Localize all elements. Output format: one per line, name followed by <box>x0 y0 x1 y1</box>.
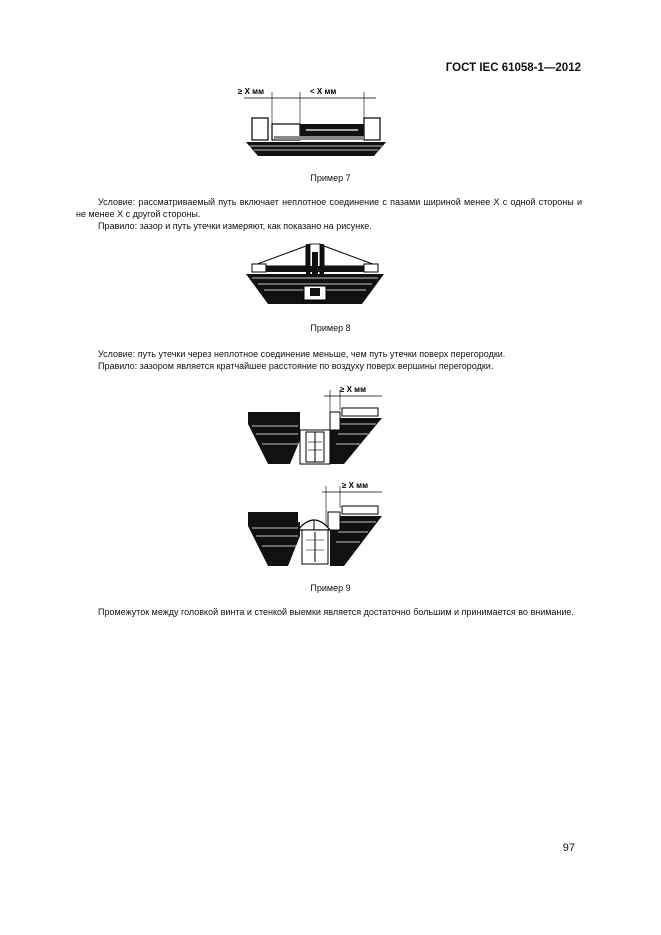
example-9-text <box>76 606 582 618</box>
document-header: ГОСТ IEC 61058-1—2012 <box>445 62 581 74</box>
figure-example-7 <box>236 84 396 160</box>
caption-example-9: Пример 9 <box>310 583 351 593</box>
page-number: 97 <box>562 842 575 854</box>
dim-label-lower: ≥ X мм <box>342 481 369 490</box>
dim-label-upper: ≥ X мм <box>340 385 367 394</box>
caption-example-8: Пример 8 <box>310 323 351 333</box>
figure-example-8 <box>244 242 386 308</box>
dim-label-left: ≥ X мм <box>238 87 265 96</box>
example-7-condition: Условие: рассматриваемый путь включает неплотное соединение с пазами шириной менее X с одной стороны и не менее X с другой стороны. <box>76 197 582 219</box>
example-8-text <box>76 348 582 372</box>
example-7-rule: Правило: зазор и путь утечки измеряют, как показано на рисунке. <box>98 221 372 231</box>
dim-label-mid: < X мм <box>310 87 337 96</box>
example-9-note: Промежуток между головкой винта и стенкой выемки является достаточно большим и принимается во внимание. <box>98 607 574 617</box>
example-8-rule: Правило: зазором является кратчайшее расстояние по воздуху поверх вершины перегородки. <box>98 361 494 371</box>
figure-example-9-upper <box>244 380 386 472</box>
example-7-text <box>76 196 582 232</box>
figure-example-9-lower <box>244 474 386 574</box>
caption-example-7: Пример 7 <box>310 173 351 183</box>
example-8-condition: Условие: путь утечки через неплотное соединение меньше, чем путь утечки поверх перегородки. <box>98 349 506 359</box>
